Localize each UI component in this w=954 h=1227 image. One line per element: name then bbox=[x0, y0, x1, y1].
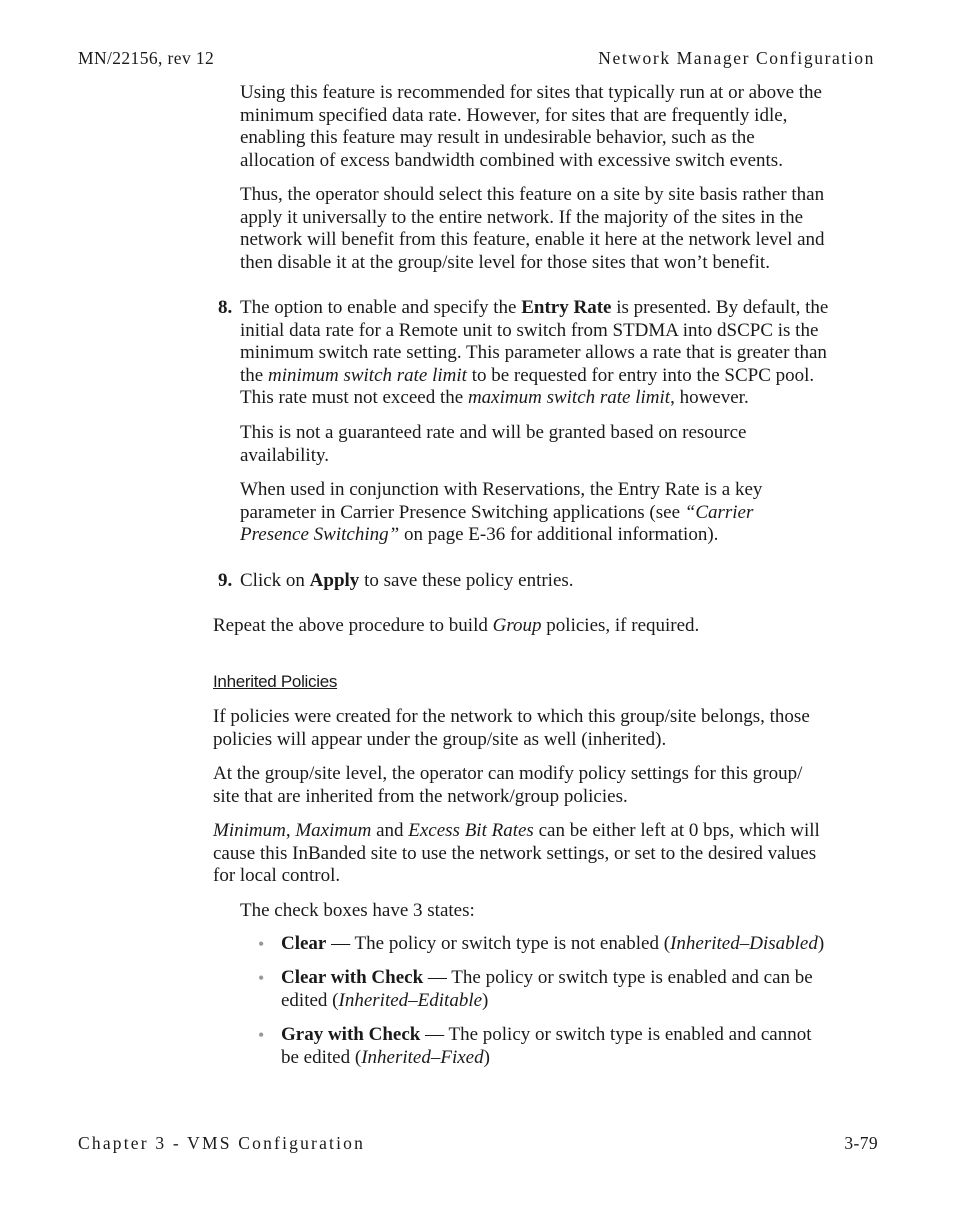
text-line: availability. bbox=[240, 444, 329, 466]
step-8-text bbox=[240, 297, 880, 410]
text-line: minimum switch rate setting. This parameter allows a rate that is greater than bbox=[240, 342, 827, 364]
text-line: enabling this feature may result in undesirable behavior, such as the bbox=[240, 127, 755, 149]
step-9-text: Click on Apply to save these policy entries. bbox=[240, 570, 574, 591]
text-line: Clear — The policy or switch type is not enabled (Inherited–Disabled) bbox=[281, 933, 825, 954]
section-heading-inherited-policies: Inherited Policies bbox=[213, 672, 338, 691]
text-line: for local control. bbox=[213, 865, 341, 887]
bullet-item-clear bbox=[281, 933, 881, 956]
text-line: If policies were created for the network to which this group/site belongs, those bbox=[213, 706, 810, 727]
inherited-paragraph-2 bbox=[213, 763, 883, 808]
text-line: Presence Switching” on page E-36 for additional information). bbox=[240, 524, 719, 546]
text-line: then disable it at the group/site level for those sites that won’t benefit. bbox=[240, 251, 770, 273]
bullet-item-clear-with-check bbox=[281, 967, 881, 1012]
text-line: initial data rate for a Remote unit to switch from STDMA into dSCPC is the bbox=[240, 319, 819, 341]
header-section-title: Network Manager Configuration bbox=[598, 48, 875, 68]
text-line: network will benefit from this feature, enable it here at the network level and bbox=[240, 229, 825, 251]
step-8-note-2 bbox=[240, 479, 880, 547]
text-line: Minimum, Maximum and Excess Bit Rates can be either left at 0 bps, which will bbox=[213, 820, 820, 841]
text-line: policies will appear under the group/site as well (inherited). bbox=[213, 728, 667, 750]
text-line: minimum specified data rate. However, for sites that are frequently idle, bbox=[240, 104, 788, 126]
bullet-icon: • bbox=[258, 934, 265, 954]
bullet-icon: • bbox=[258, 968, 265, 988]
text-line: At the group/site level, the operator can modify policy settings for this group/ bbox=[213, 763, 803, 784]
text-line: parameter in Carrier Presence Switching applications (see “Carrier bbox=[240, 501, 754, 523]
text-line: Using this feature is recommended for sites that typically run at or above the bbox=[240, 82, 822, 103]
text-line: Thus, the operator should select this feature on a site by site basis rather than bbox=[240, 184, 825, 205]
intro-paragraph-2 bbox=[240, 184, 880, 274]
text-line: edited (Inherited–Editable) bbox=[281, 989, 489, 1011]
text-line: allocation of excess bandwidth combined with excessive switch events. bbox=[240, 149, 783, 171]
step-9-number: 9. bbox=[218, 570, 233, 591]
text-line: site that are inherited from the network/group policies. bbox=[213, 785, 628, 807]
step-8-note-1 bbox=[240, 422, 880, 467]
inherited-paragraph-3 bbox=[213, 820, 883, 888]
text-line: Clear with Check — The policy or switch type is enabled and can be bbox=[281, 967, 813, 988]
text-line: the minimum switch rate limit to be requested for entry into the SCPC pool. bbox=[240, 364, 815, 386]
text-line: cause this InBanded site to use the network settings, or set to the desired values bbox=[213, 842, 817, 864]
bullet-item-gray-with-check bbox=[281, 1024, 881, 1069]
footer-chapter: Chapter 3 - VMS Configuration bbox=[78, 1133, 366, 1153]
text-line: This is not a guaranteed rate and will be granted based on resource bbox=[240, 422, 747, 443]
footer-page-number: 3-79 bbox=[844, 1133, 878, 1153]
text-line: apply it universally to the entire network. If the majority of the sites in the bbox=[240, 206, 803, 228]
text-line: be edited (Inherited–Fixed) bbox=[281, 1046, 490, 1068]
text-line: Gray with Check — The policy or switch type is enabled and cannot bbox=[281, 1024, 812, 1045]
step-8-number: 8. bbox=[218, 297, 233, 318]
states-intro: The check boxes have 3 states: bbox=[240, 900, 475, 921]
header-doc-id: MN/22156, rev 12 bbox=[78, 48, 215, 68]
text-line: The option to enable and specify the Entry Rate is presented. By default, the bbox=[240, 297, 829, 318]
bullet-icon: • bbox=[258, 1025, 265, 1045]
inherited-paragraph-1 bbox=[213, 706, 883, 751]
intro-paragraph-1 bbox=[240, 82, 880, 172]
repeat-paragraph: Repeat the above procedure to build Group policies, if required. bbox=[213, 615, 700, 636]
text-line: When used in conjunction with Reservations, the Entry Rate is a key bbox=[240, 479, 763, 500]
text-line: This rate must not exceed the maximum switch rate limit, however. bbox=[240, 387, 749, 409]
